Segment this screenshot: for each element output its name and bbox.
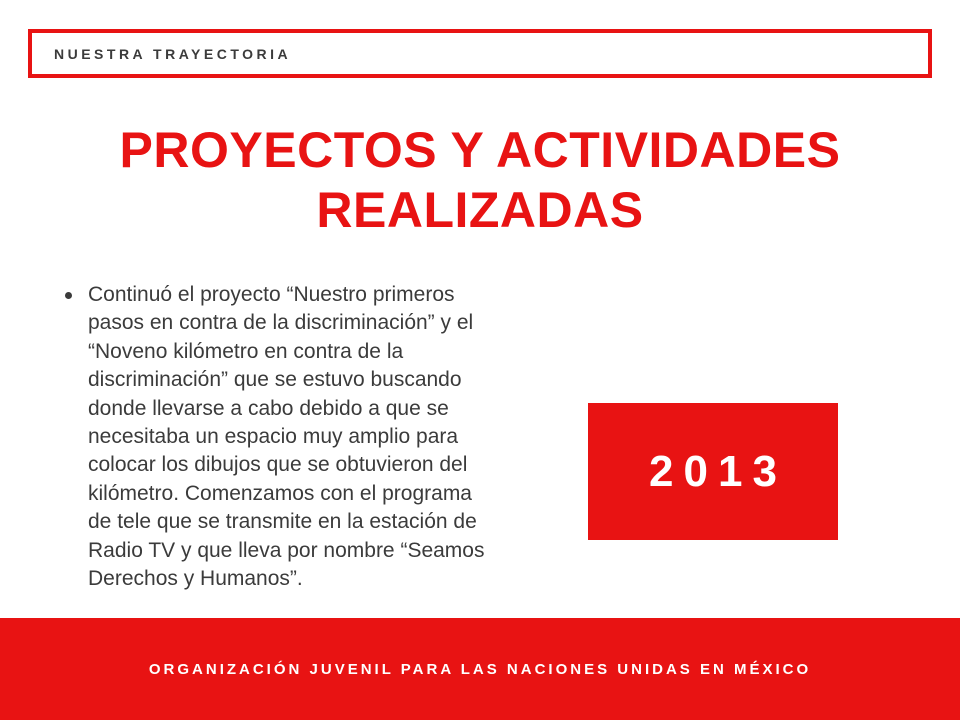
list-item: Continuó el proyecto “Nuestro primeros pasos en contra de la discriminación” y el “Noveno kilómetro en contra de la discriminación” que se estuvo buscando donde llevarse a cabo debido a que se necesitaba un espacio muy amplio para colocar los dibujos que se obtuvieron del kilómetro. Comenzamos con el programa de tele que se transmite en la estación de Radio TV y que lleva por nombre “Seamos Derechos y Humanos”.: [88, 281, 500, 593]
page-title: PROYECTOS Y ACTIVIDADES REALIZADAS: [119, 122, 841, 238]
footer-band: [0, 618, 960, 720]
year-label: 2013: [649, 446, 787, 496]
section-header-label: NUESTRA TRAYECTORIA: [54, 45, 292, 62]
year-badge: [588, 403, 838, 540]
section-header-box: [28, 29, 932, 78]
footer-org-name: ORGANIZACIÓN JUVENIL PARA LAS NACIONES UNIDAS EN MÉXICO: [148, 660, 812, 678]
bullet-list: [88, 281, 500, 593]
